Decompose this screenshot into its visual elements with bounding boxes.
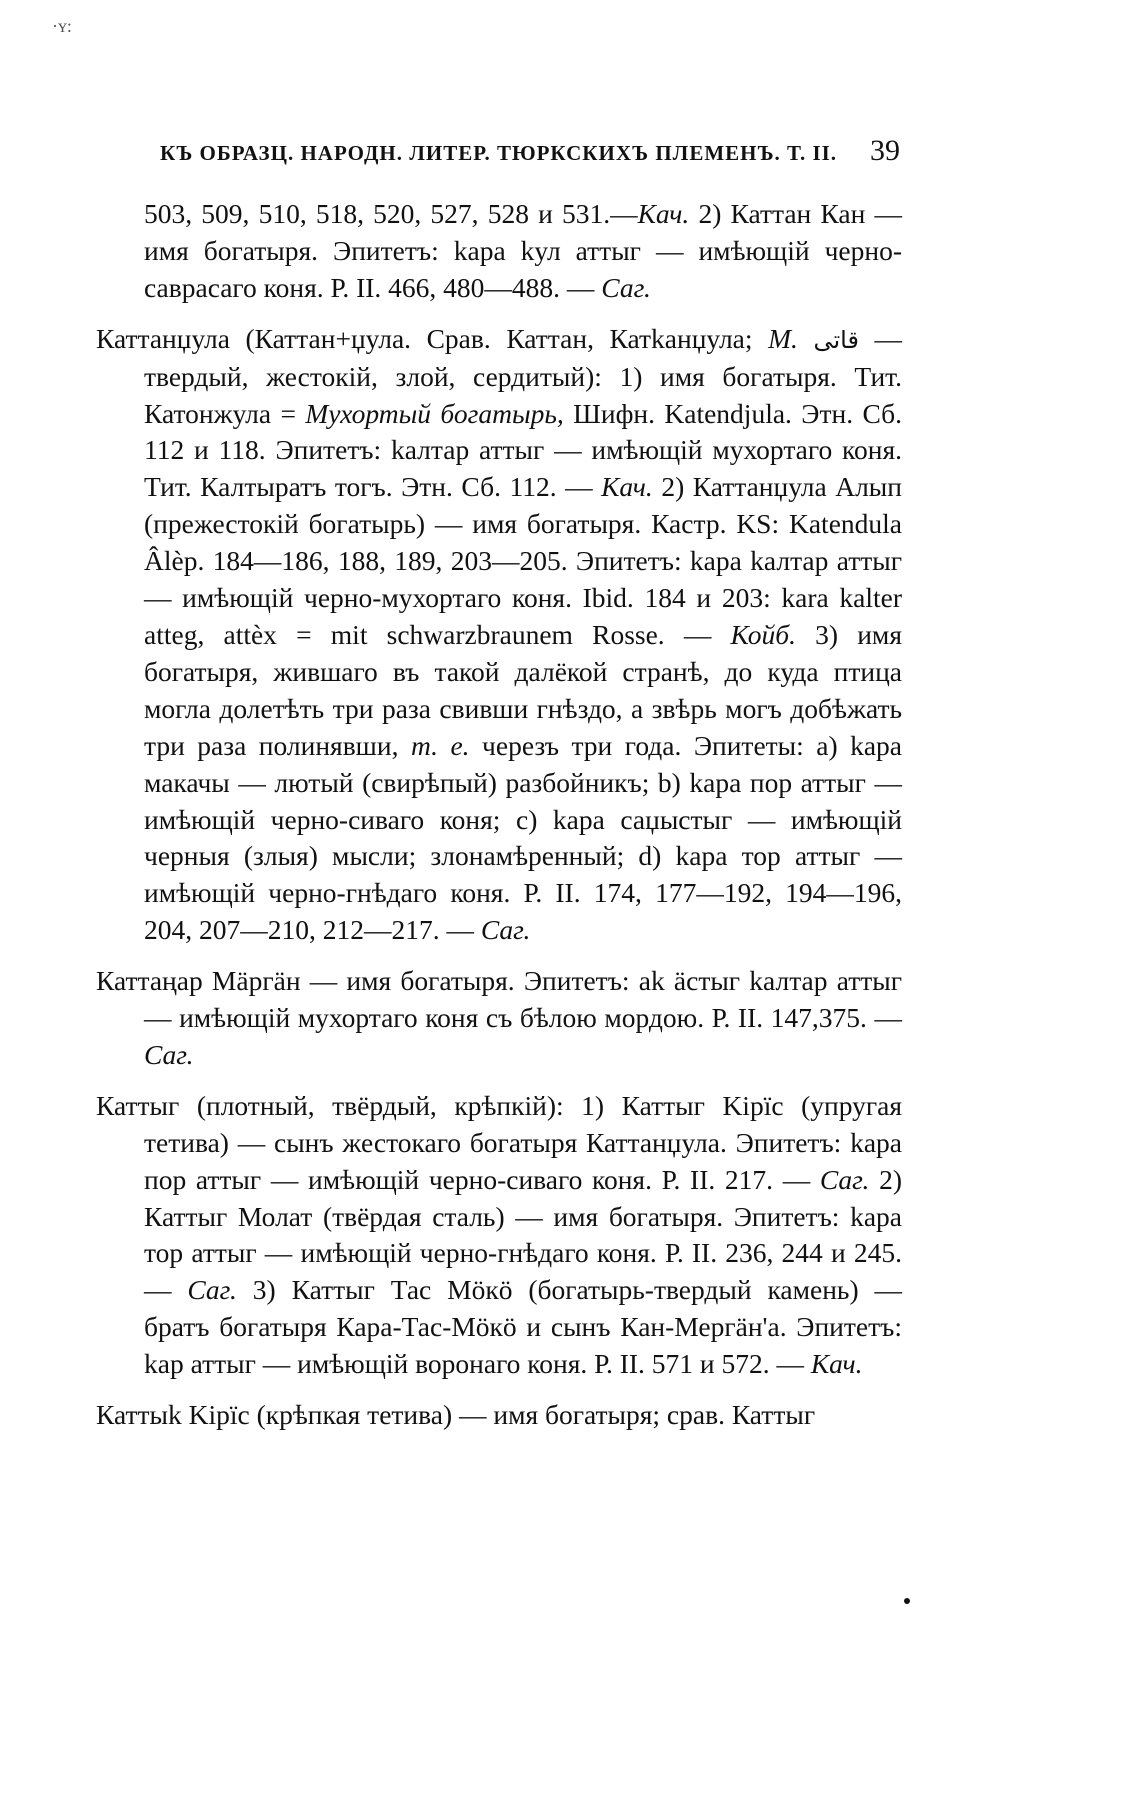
- page-speck: [904, 1598, 910, 1604]
- entry-text: Каттаңар Мäргäн — имя богатыря. Эпитетъ: ak äстыг kалтар аттыг — имѣющій мухортаго коня съ бѣлою мордою. Р. II. 147,375. —: [96, 965, 902, 1034]
- entry-text: Каттыг (плотный, твёрдый, крѣпкій): 1) Каттыг Kiрïс (упругая тетива) — сынъ жестокаго богатыря Каттанџула. Эпитетъ: kара пор аттыг — имѣющій черно-сиваго коня. Р. II. 217. —: [96, 1089, 902, 1195]
- source-abbrev: Саг.: [819, 1163, 870, 1195]
- source-abbrev: Саг.: [480, 914, 531, 946]
- source-abbrev: Саг.: [601, 271, 651, 303]
- dictionary-entry: [96, 321, 902, 949]
- entry-text: Каттыk Kiрïс (крѣпкая тетива) — имя богатыря; срав. Каттыг: [96, 1399, 816, 1431]
- source-abbrev: Кач.: [637, 198, 690, 229]
- source-abbrev: Кач.: [601, 471, 653, 503]
- running-header: [160, 134, 900, 168]
- dictionary-entry: [96, 963, 902, 1074]
- entry-text: Шифн. Katendjula. Этн. Сб. 112 и 118. Эпитетъ: kалтар аттыг — имѣющій мухортаго коня. Тит. Калтыратъ тогъ. Этн. Сб. 112. —: [144, 397, 903, 503]
- arabic-word: قاتى: [813, 325, 859, 354]
- source-abbrev: Саг.: [144, 1038, 194, 1070]
- entry-text: 2) Каттанџула Алып (прежестокій богатырь) — имя богатыря. Кастр. KS: Katendula Âlèp. 184—186, 188, 189, 203—205. Эпитетъ: kара kалтар аттыг — имѣющій черно-мухортаго коня. Ibid. 184 и 203: kara kalter atteg, attèx = mit schwarzbraunem Rosse. —: [144, 471, 903, 650]
- source-abbrev: Мухортый богатырь,: [305, 397, 564, 429]
- entry-text: [798, 323, 814, 354]
- corner-speck: ·ʏ:: [52, 16, 72, 36]
- dictionary-entry: [96, 196, 902, 307]
- source-abbrev: т. е.: [410, 729, 470, 761]
- page-number: 39: [870, 134, 900, 167]
- entry-text: 503, 509, 510, 518, 520, 527, 528 и 531.—: [144, 198, 638, 229]
- entry-text: черезъ три года. Эпитеты: a) kара макачы — лютый (свирѣпый) разбойникъ; b) kара пор аттыг — имѣющій черно-сиваго коня; c) kара саџыстыг — имѣющій черныя (злыя) мысли; злонамѣренный; d) kара тор аттыг — имѣющій черно-гнѣдаго коня. Р. II. 174, 177—192, 194—196, 204, 207—210, 212—217. —: [144, 729, 903, 946]
- dictionary-body: [96, 196, 902, 1448]
- entry-text: 2) Каттыг Молат (твёрдая сталь) — имя богатыря. Эпитетъ: kара тор аттыг — имѣющій черно-гнѣдаго коня. Р. II. 236, 244 и 245. —: [144, 1163, 902, 1306]
- entry-text: 3) имя богатыря, жившаго въ такой далёкой странѣ, до куда птица могла долетѣть три раза свивши гнѣздо, а звѣрь могъ добѣжать три раза полинявши,: [144, 618, 902, 761]
- entry-text: — твердый, жестокій, злой, сердитый): 1) имя богатыря. Тит. Катонжула =: [144, 322, 903, 429]
- header-title: КЪ ОБРАЗЦ. НАРОДН. ЛИТЕР. ТЮРКСКИХЪ ПЛЕМЕНЪ. Т. II.: [160, 141, 838, 165]
- dictionary-entry: [96, 1088, 902, 1383]
- source-abbrev: Кач.: [810, 1348, 863, 1380]
- source-abbrev: М.: [768, 322, 798, 354]
- dictionary-entry: [96, 1397, 902, 1434]
- source-abbrev: Койб.: [730, 618, 796, 650]
- source-abbrev: Саг.: [187, 1274, 237, 1306]
- entry-text: 2) Каттан Кан — имя богатыря. Эпитетъ: kара kул аттыг — имѣющій черно-саврасаго коня. Р. II. 466, 480—488. —: [144, 198, 902, 303]
- entry-text: Каттанџула (Каттан+џула. Срав. Каттан, Катkанџула;: [96, 322, 769, 354]
- entry-text: 3) Каттыг Тас Мöкö (богатырь-твердый камень) — братъ богатыря Кара-Тас-Мöкö и сынъ Кан-Мергäн'а. Эпитетъ: kар аттыг — имѣющій воронаго коня. Р. II. 571 и 572. —: [144, 1274, 903, 1380]
